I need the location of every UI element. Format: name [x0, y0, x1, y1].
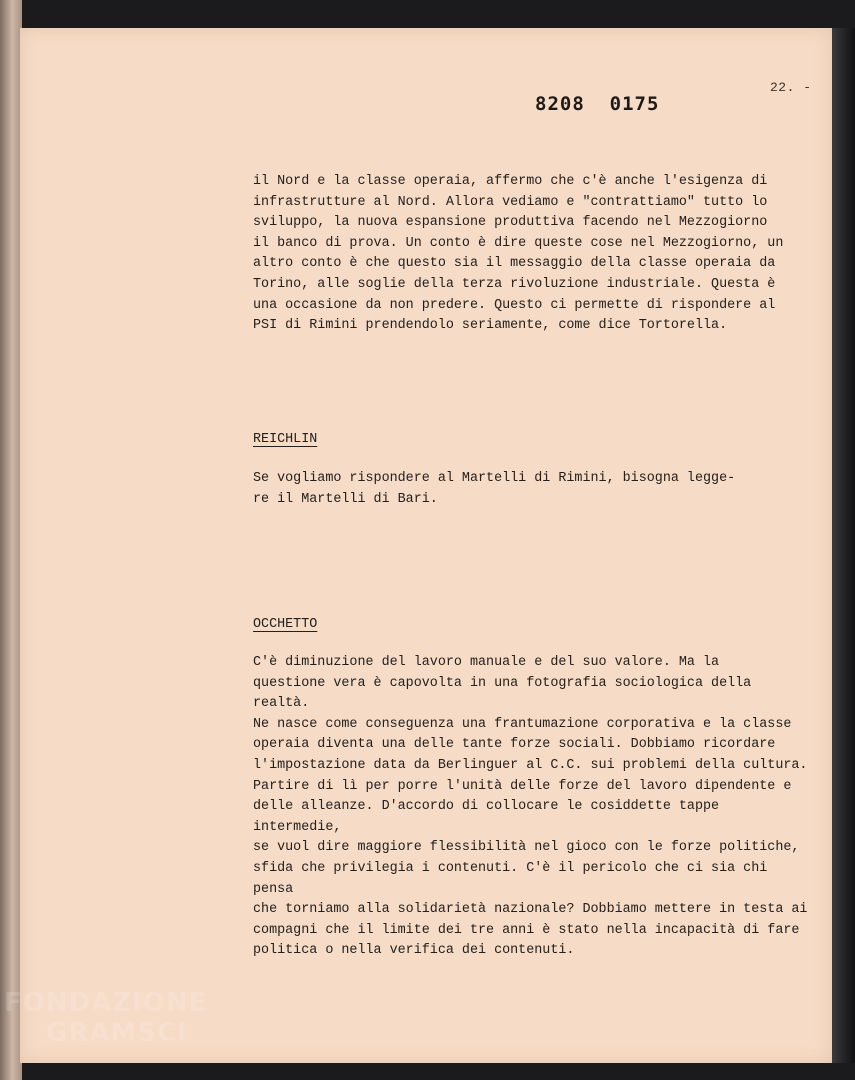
- binder-edge: [0, 0, 22, 1080]
- page-number: 22. -: [770, 80, 812, 95]
- watermark-line-1: FONDAZIONE: [4, 988, 208, 1018]
- speaker-occhetto: OCCHETTO: [253, 617, 318, 632]
- paragraph-intro: il Nord e la classe operaia, affermo che c'è anche l'esigenza di infrastrutture al Nord. Allora vediamo e "contrattiamo" tutto lo sviluppo, la nuova espansione produttiva facendo nel Mezzogiorno il banco di prova. Un conto è dire queste cose nel Mezzogiorno, un altro conto è che questo sia il messaggio della classe operaia da Torino, alle soglie della terza rivoluzione industriale. Questa è una occasione da non predere. Questo ci permette di rispondere al PSI di Rimini prendendolo seriamente, come dice Tortorella.: [253, 174, 784, 334]
- speaker-reichlin: REICHLIN: [253, 432, 318, 447]
- archive-stamp: 8208 0175: [535, 93, 660, 115]
- page-edge-shadow: [832, 28, 855, 1063]
- speech-occhetto: C'è diminuzione del lavoro manuale e del suo valore. Ma la questione vera è capovolta in una fotografia sociologica della realtà. Ne nasce come conseguenza una frantumazione corporativa e la classe operaia diventa una delle tante forze sociali. Dobbiamo ricordare l'impostazione data da Berlinguer al C.C. sui problemi della cultura. Partire di lì per porre l'unità delle forze del lavoro dipendente e delle alleanze. D'accordo di collocare le cosiddette tappe intermedie, se vuol dire maggiore flessibilità nel gioco con le forze politiche, sfida che privilegia i contenuti. C'è il pericolo che ci sia chi pensa che torniamo alla solidarietà nazionale? Dobbiamo mettere in testa ai compagni che il limite dei tre anni è stato nella incapacità di fare politica o nella verifica dei contenuti.: [253, 655, 808, 959]
- watermark-line-2: GRAMSCI: [46, 1018, 188, 1048]
- watermark-logo: [4, 988, 207, 1048]
- speech-reichlin: Se vogliamo rispondere al Martelli di Rimini, bisogna legge- re il Martelli di Bari.: [253, 471, 736, 507]
